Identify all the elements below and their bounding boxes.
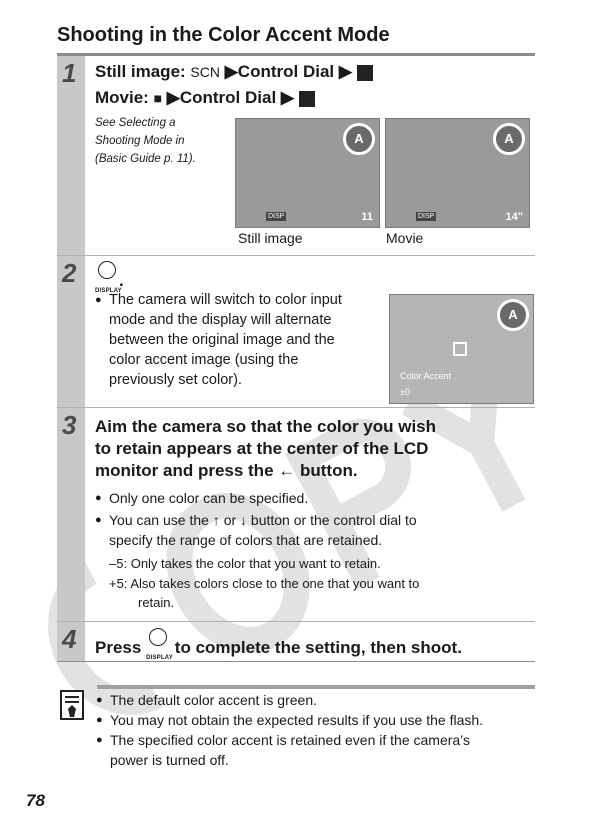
note-rule — [97, 685, 535, 689]
step-1 — [57, 56, 535, 256]
step-1-still-line: Still image: SCN ▶Control Dial ▶ — [95, 61, 373, 83]
disp-label: DISP — [268, 213, 285, 220]
movie-icon: ■ — [153, 90, 163, 106]
step-4-heading: Press DISPLAY to complete the setting, then shoot. — [95, 628, 462, 669]
step-number: 3 — [62, 410, 77, 440]
page-number: 78 — [26, 791, 45, 810]
step-2 — [57, 256, 535, 408]
color-accent-icon: A — [343, 123, 375, 155]
arrow-right-icon: ▶ — [338, 62, 352, 81]
display-button-icon: DISPLAY — [95, 261, 119, 302]
lcd-value: ±0 — [400, 387, 410, 397]
note-icon — [60, 690, 84, 720]
left-arrow-icon: ← — [278, 461, 296, 480]
step-number: 1 — [62, 58, 77, 88]
page-title: Shooting in the Color Accent Mode — [57, 24, 390, 46]
color-accent-icon: A — [493, 123, 525, 155]
step-2-bullet: ● The camera will switch to color input mode and the display will alternate between the original image and the color accent image (using the previously set color). — [109, 290, 342, 390]
display-button-icon: DISPLAY — [146, 628, 170, 669]
step-1-movie-line: Movie: ■ ▶Control Dial ▶ — [95, 87, 315, 109]
arrow-right-icon: ▶ — [280, 88, 294, 107]
arrow-right-icon: ▶ — [224, 62, 238, 81]
caption-movie: Movie — [386, 230, 424, 246]
step-2-heading: DISPLAY . — [95, 261, 124, 302]
color-accent-icon — [357, 65, 373, 81]
step-3-heading: Aim the camera so that the color you wish to retain appears at the center of the LCD monitor and press the ← button. — [95, 417, 437, 480]
range-minus: –5: Only takes the color that you want to retain. — [109, 556, 381, 571]
arrow-right-icon: ▶ — [166, 88, 180, 107]
lcd-movie — [385, 118, 530, 228]
step-number: 4 — [62, 624, 77, 654]
movie-time: 14" — [505, 211, 523, 223]
notes: ● The default color accent is green. ● You may not obtain the expected results if you use the flash. ● The specified color accent is retained even if the camera’s power is turned off. — [110, 690, 483, 770]
step-3 — [57, 408, 535, 622]
step-divider — [57, 661, 535, 662]
color-accent-icon — [299, 91, 315, 107]
caption-still-image: Still image — [238, 230, 303, 246]
lcd-still-image — [235, 118, 380, 228]
lcd-label: Color Accent — [400, 371, 452, 381]
disp-label: DISP — [418, 213, 435, 220]
lcd-color-accent-input — [389, 294, 534, 404]
center-frame — [453, 342, 467, 356]
range-plus: +5: Also takes colors close to the one that you want to retain. — [109, 576, 420, 610]
reference-note: See Selecting a Shooting Mode in (Basic Guide p. 11). — [95, 117, 196, 165]
step-3-bullet-1: ● Only one color can be specified. — [109, 488, 308, 508]
step-4 — [57, 622, 535, 662]
step-3-bullet-2: ● You can use the ↑ or ↓ button or the control dial to specify the range of colors that are retained. — [109, 510, 417, 550]
scn-icon: SCN — [190, 64, 220, 80]
color-accent-icon: A — [497, 299, 529, 331]
shot-count: 11 — [361, 211, 373, 223]
step-number: 2 — [62, 258, 77, 288]
down-arrow-icon: ↓ — [240, 512, 248, 528]
up-arrow-icon: ↑ — [212, 512, 220, 528]
